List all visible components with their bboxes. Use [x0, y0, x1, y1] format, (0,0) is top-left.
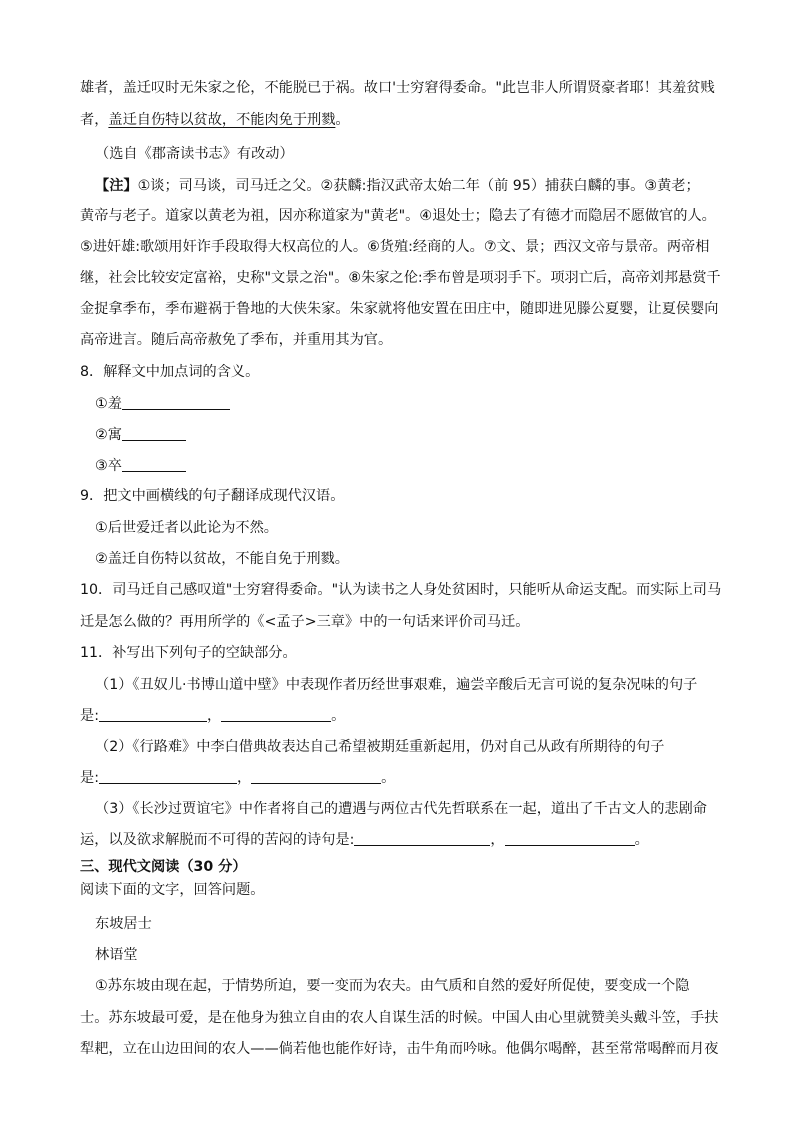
question-11-answer-line: [80, 830, 740, 850]
question-8-item: [95, 394, 740, 414]
passage-text: 。: [335, 112, 350, 128]
question-11-part: （3）《长沙过贾谊宅》中作者将自己的遭遇与两位古代先哲联系在一起，道出了千古文人的悲剧命: [95, 801, 707, 817]
notes-line: ⑤进奸雄:歌颂用奸诈手段取得大权高位的人。⑥货殖:经商的人。⑦文、景；西汉文帝与景帝。两帝相: [80, 239, 710, 255]
passage-line: 雄者，盖迁叹时无朱家之伦，不能脱已于祸。故口'士穷窘得委命。"此岂非人所谓贤豪者耶！其羞贫贱: [80, 80, 715, 96]
word-label: ①羞: [95, 396, 122, 412]
period: 。: [381, 770, 396, 786]
article-paragraph-line: 士。苏东坡最可爱，是在他身为独立自由的农人自谋生活的时候。中国人由心里就赞美头戴斗笠，手扶: [80, 1010, 719, 1026]
article-title: 东坡居士: [95, 916, 152, 932]
question-9-item: ①后世爱迁者以此论为不然。: [95, 520, 278, 536]
article-paragraph-line: 犁耙，立在山边田间的农人——倘若他也能作好诗，击牛角而吟咏。他偶尔喝醉，甚至常常喝醉而月夜: [80, 1041, 719, 1057]
passage-source: （选自《郡斋读书志》有改动）: [95, 146, 294, 162]
comma: ，: [236, 770, 252, 786]
question-10-line: 10．司马迁自己感叹道"士穷窘得委命。"认为读书之人身处贫困时，只能听从命运支配。而实际上司马: [80, 582, 722, 598]
question-9-item: ②盖迁自伤特以贫故，不能自免于刑戮。: [95, 551, 349, 567]
passage-text: 者，: [80, 112, 109, 128]
section-instruction: 阅读下面的文字，回答问题。: [80, 882, 265, 898]
answer-prefix: 是:: [80, 770, 99, 786]
notes-line: 黄帝与老子。道家以黄老为祖，因亦称道家为"黄老"。④退处士；隐去了有德才而隐居不愿做官的人。: [80, 208, 716, 224]
section-heading: 三、现代文阅读（30 分）: [80, 859, 247, 875]
question-9-stem: 9．把文中画横线的句子翻译成现代汉语。: [80, 488, 345, 504]
question-11-stem: 11．补写出下列句子的空缺部分。: [80, 645, 297, 661]
answer-blank[interactable]: [99, 768, 237, 784]
comma: ，: [206, 708, 222, 724]
comma: ，: [490, 832, 505, 848]
question-11-answer-line: [80, 768, 740, 788]
question-8-item: [95, 425, 740, 445]
answer-blank[interactable]: [251, 768, 381, 784]
period: 。: [331, 708, 346, 724]
question-11-part: （2）《行路难》中李白借典故表达自己希望被期廷重新起用，仍对自己从政有所期待的句子: [95, 739, 665, 755]
question-8-item: [95, 456, 740, 476]
answer-blank[interactable]: [122, 425, 186, 441]
notes-label: 【注】: [95, 178, 138, 194]
notes-line: 高帝进言。随后高帝赦免了季布，并重用其为官。: [80, 332, 393, 348]
word-label: ③卒: [95, 458, 122, 474]
answer-blank[interactable]: [221, 706, 331, 722]
notes-line: 继，社会比较安定富裕，史称"文景之治"。⑧朱家之伦:季布曾是项羽手下。项羽亡后，高帝刘邦悬赏千: [80, 270, 721, 286]
underlined-sentence: 盖迁自伤特以贫故，不能肉免于刑戮: [108, 112, 336, 128]
article-author: 林语堂: [95, 947, 138, 963]
article-paragraph-line: ①苏东坡由现在起，于情势所迫，要一变而为农夫。由气质和自然的爱好所促使，要变成一个隐: [95, 978, 690, 994]
notes-text: ①谈；司马谈，司马迁之父。②获麟:指汉武帝太始二年（前 95）捕获白麟的事。③黄老；: [137, 178, 700, 194]
answer-blank[interactable]: [354, 830, 490, 846]
period: 。: [634, 832, 649, 848]
passage-line: [80, 110, 740, 130]
answer-blank[interactable]: [122, 394, 230, 410]
question-11-part: （1）《丑奴儿·书博山道中壁》中表现作者历经世事艰难，遍尝辛酸后无言可说的复杂况味的句子: [95, 677, 698, 693]
word-label: ②寓: [95, 427, 122, 443]
answer-prefix: 运，以及欲求解脱而不可得的苦闷的诗句是:: [80, 832, 355, 848]
notes-line: 金捉拿季布，季布避祸于鲁地的大侠朱家。朱家就将他安置在田庄中，随即进见滕公夏婴，让夏侯婴向: [80, 301, 719, 317]
answer-prefix: 是:: [80, 708, 99, 724]
question-8-stem: 8．解释文中加点词的含义。: [80, 364, 260, 380]
question-10-line: 迁是怎么做的？再用所学的《<孟子>三章》中的一句话来评价司马迁。: [80, 614, 530, 630]
notes-line: [95, 176, 740, 196]
answer-blank[interactable]: [99, 706, 207, 722]
answer-blank[interactable]: [505, 830, 635, 846]
answer-blank[interactable]: [122, 456, 186, 472]
question-11-answer-line: [80, 706, 740, 726]
